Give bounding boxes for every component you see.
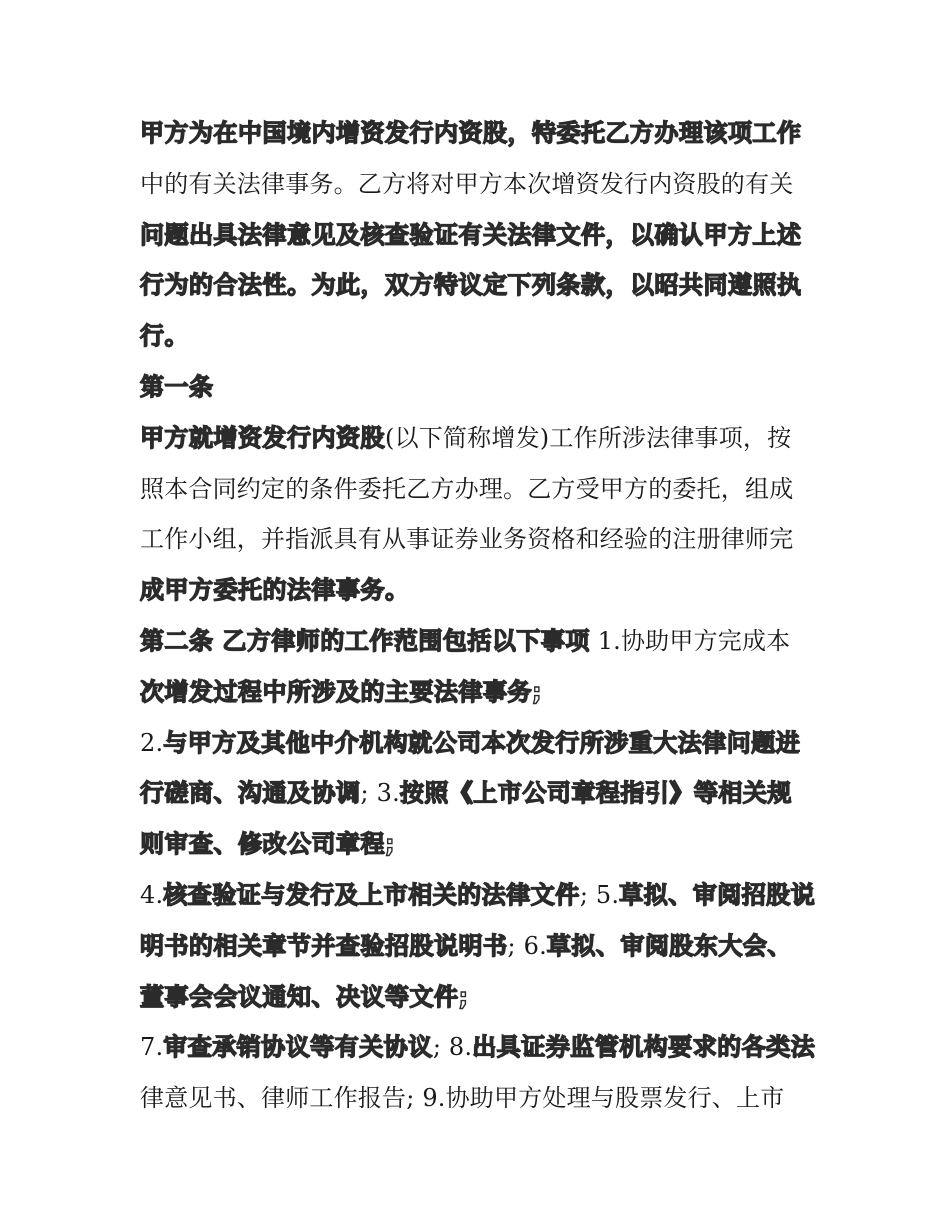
text-segment: 甲方就增资发行内资股 <box>140 423 385 452</box>
text-segment: 审查承销协议等有关协议 <box>163 1033 433 1062</box>
text-line <box>140 413 820 464</box>
text-segment: ; 3. <box>360 779 400 808</box>
text-segment: 次增发过程中所涉及的主要法律事务; <box>140 677 543 706</box>
document-body <box>140 108 820 1124</box>
text-segment: (以下简称增发)工作所涉法律事项，按 <box>385 423 792 452</box>
text-line <box>140 768 820 819</box>
text-line <box>140 921 820 972</box>
text-line <box>140 362 820 413</box>
text-line <box>140 1073 820 1124</box>
text-line <box>140 565 820 616</box>
text-segment: 律意见书、律师工作报告; 9.协助甲方处理与股票发行、上市 <box>140 1084 785 1113</box>
text-segment: 草拟、审阅股东大会、 <box>546 931 792 960</box>
text-line <box>140 870 820 921</box>
text-line <box>140 1022 820 1073</box>
text-segment: ; 8. <box>432 1033 473 1062</box>
text-segment: 1.协助甲方完成本 <box>589 626 791 655</box>
text-line <box>140 514 820 565</box>
text-segment: 甲方为在中国境内增资发行内资股，特委托乙方办理该项工作 <box>140 119 802 147</box>
text-line <box>140 260 820 311</box>
text-segment: 行为的合法性。为此，双方特议定下列条款，以昭共同遵照执 <box>140 271 802 300</box>
text-segment: 4. <box>140 880 164 909</box>
text-line <box>140 210 820 261</box>
text-line <box>140 616 820 667</box>
text-segment: 按照《上市公司章程指引》等相关规 <box>399 779 792 808</box>
text-segment: 核查验证与发行及上市相关的法律文件 <box>163 880 580 909</box>
text-segment: ; 6. <box>507 931 547 960</box>
text-segment: 第一条 <box>140 372 214 401</box>
text-segment: 与甲方及其他中介机构就公司本次发行所涉重大法律问题进 <box>163 728 801 757</box>
text-segment: 明书的相关章节并查验招股说明书 <box>140 931 508 960</box>
text-segment: ; 5. <box>579 880 620 909</box>
text-segment: 董事会会议通知、决议等文件; <box>140 982 469 1011</box>
text-segment: 中的有关法律事务。乙方将对甲方本次增资发行内资股的有关 <box>140 169 794 198</box>
text-segment: 行。 <box>140 322 189 351</box>
text-segment: 2. <box>140 728 164 757</box>
text-segment: 行磋商、沟通及协调 <box>140 779 361 808</box>
text-segment: 草拟、审阅招股说 <box>619 880 816 909</box>
text-line <box>140 667 820 718</box>
text-line <box>140 464 820 515</box>
text-line <box>140 972 820 1023</box>
text-segment: 则审查、修改公司章程; <box>140 830 396 859</box>
text-segment: 问题出具法律意见及核查验证有关法律文件，以确认甲方上述 <box>140 220 802 249</box>
text-segment: 出具证券监管机构要求的各类法 <box>472 1033 816 1062</box>
text-segment: 7. <box>140 1033 164 1062</box>
text-line <box>140 819 820 870</box>
text-segment: 第二条 乙方律师的工作范围包括以下事项 <box>140 626 590 655</box>
text-segment: 工作小组，并指派具有从事证券业务资格和经验的注册律师完 <box>140 525 794 554</box>
text-line <box>140 718 820 769</box>
text-line <box>140 108 820 159</box>
text-segment: 成甲方委托的法律事务。 <box>140 576 410 605</box>
text-segment: 照本合同约定的条件委托乙方办理。乙方受甲方的委托，组成 <box>140 474 794 503</box>
text-line <box>140 311 820 362</box>
text-line <box>140 159 820 210</box>
